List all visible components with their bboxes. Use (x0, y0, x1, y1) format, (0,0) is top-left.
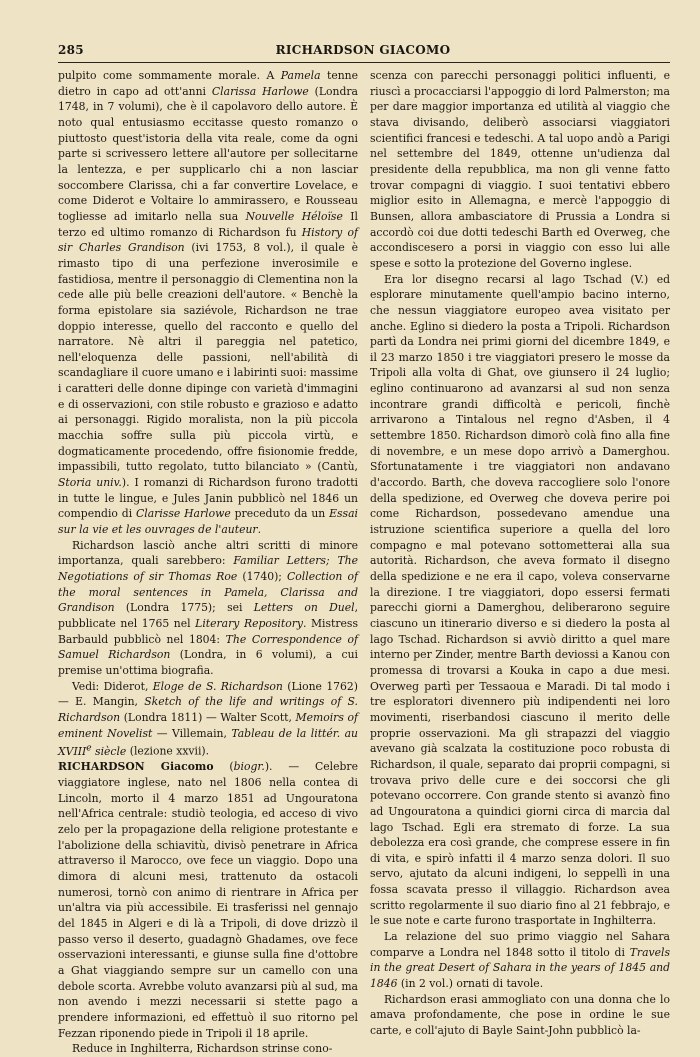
running-head: RICHARDSON GIACOMO (275, 43, 451, 57)
paragraph: Vedi: Diderot, Eloge de S. Richardson (Lione 1762) — E. Mangin, Sketch of the life and writings of S. Richardson (Londra 1811) — Walter Scott, Memoirs of eminent Novelist — Villemain, Tableau de la littér. au XVIIIe siècle (lezione xxvii). (58, 679, 359, 758)
page-header (58, 43, 668, 61)
paragraph: scenza con parecchi personaggi politici influenti, e riuscì a procacciarsi l'appoggio di lord Palmerston; ma per dare maggior importanza ed utilità al viaggio che stava divisando, deliberò associarsi viaggiatori scientifici francesi e tedeschi. A tal uopo andò a Parigi nel settembre del 1849, ottenne un'udienza dal presidente della repubblica, ma non gli venne fatto trovar compagni di viaggio. I suoi tentativi ebbero miglior esito in Allemagna, e mercè l'appoggio di Bunsen, allora ambasciatore di Prussia a Londra si accordò coi due dotti tedeschi Barth ed Overweg, che accondiscesero a porsi in viaggio con esso lui alle spese e sotto la protezione del Governo inglese. (370, 69, 670, 270)
paragraph: Richardson lasciò anche altri scritti di minore importanza, quali sarebbero: Familiar Letters; The Negotiations of sir Thomas Roe (1740); Collection of the moral sentences in Pamela, Clarissa and Grandison (Londra 1775); sei Letters on Duel, pubblicate nel 1765 nel Literary Repository. Mistress Barbauld pubblicò nel 1804: The Correspondence of Samuel Richardson (Londra, in 6 volumi), a cui premise un'ottima biografia. (58, 538, 359, 677)
paragraph: pulpito come sommamente morale. A Pamela tenne dietro in capo ad ott'anni Clarissa Harlowe (Londra 1748, in 7 volumi), che è il capolavoro dello autore. È noto qual entusiasmo eccitasse questo romanzo o piuttosto quest'istoria della vita reale, come da ogni parte si scrivessero lettere all'autore per sollecitarne la lentezza, e per supplicarlo chi a non lasciar soccombere Clarissa, chi a far convertire Lovelace, e come Diderot e Voltaire lo ammirassero, e Rousseau togliesse ad imitarlo nella sua Nouvelle Héloïse Il terzo ed ultimo romanzo di Richardson fu History of sir Charles Grandison (ivi 1753, 8 vol.), il quale è rimasto tipo di una perfezione inverosimile e fastidiosa, mentre il personaggio di Clementina non la cede alle più belle creazioni dell'autore. « Benchè la forma epistolare sia saziévole, Richardson ne trae doppio interesse, quello del racconto e quello del narratore. Nè altri il pareggia nel patetico, nell'eloquenza delle passioni, nell'abilità di scandagliare il cuore umano e i labirinti suoi: massime i caratteri delle donne dipinge con varietà d'immagini e di osservazioni, con stile robusto e grazioso e adatto ai personaggi. Rigido moralista, non la più piccola macchia soffre sulla più piccola virtù, e dogmaticamente procedendo, offre fisionomie fredde, impassibili, tutto regolato, tutto bilanciato » (Cantù, Storia univ.). I romanzi di Richardson furono tradotti in tutte le lingue, e Jules Janin pubblicò nel 1846 un compendio di Clarisse Harlowe preceduto da un Essai sur la vie et les ouvrages de l'auteur. (58, 69, 359, 537)
page-number: 285 (58, 43, 84, 57)
header-rule (58, 62, 670, 63)
paragraph: RICHARDSON Giacomo (biogr.). — Celebre viaggiatore inglese, nato nel 1806 nella contea di Lincoln, morto il 4 marzo 1851 ad Ungouratona nell'Africa centrale: studiò teologia, ed acceso di vivo zelo per la propagazione della religione protestante e l'abolizione della schiavitù, divisò penetrare in Africa attraverso il Marocco, ove fece un viaggio. Dopo una dimora di alcuni mesi, trattenuto da ostacoli numerosi, tornò con animo di rientrare in Africa per un'altra via più accessibile. Ei trasferissi nel gennajo del 1845 in Algeri e di là a Tripoli, di dove drizzò il passo verso il deserto, guadagnò Ghadames, ove fece osservazioni interessanti, e giunse sulla fine d'ottobre a Ghat viaggiando sempre sur un camello con una debole scorta. Avrebbe voluto avanzarsi più al sud, ma non avendo i mezzi necessarii si stette pago a prendere informazioni, ed effettuò il suo ritorno pel Fezzan riponendo piede in Tripoli il 18 aprile. (58, 760, 358, 1040)
paragraph: Era lor disegno recarsi al lago Tschad (V.) ed esplorare minutamente quell'ampio bacino interno, che nessun viaggiatore europeo avea visitato per anche. Eglino si diedero la posta a Tripoli. Richardson partì da Londra nei primi giorni del dicembre 1849, e il 23 marzo 1850 i tre viaggiatori presero le mosse da Tripoli alla volta di Ghat, ove giunsero il 24 luglio; eglino continuarono ad avanzarsi al sud non senza incontrare grandi difficoltà e pericoli, finchè arrivarono a Tintalous nel regno d'Asben, il 4 settembre 1850. Richardson dimorò colà fino alla fine di novembre, e un mese dopo arrivò a Damerghou. Sfortunatamente i tre viaggiatori non andavano d'accordo. Barth, che doveva raccogliere solo l'onore della spedizione, ed Overweg che doveva perire poi come Richardson, possedevano amendue una istruzione scientifica superiore a quella del loro compagno e mal potevano sottometterai alla sua autorità. Richardson, che aveva formato il disegno della spedizione e ne era il capo, voleva conservarne la direzione. I tre viaggiatori, dopo essersi fermati parecchi giorni a Damerghou, deliberarono seguire ciascuno un itinerario diverso e si diedero la posta al lago Tschad. Richardson si avviò diritto a quel mare interno per Zinder, mentre Barth deviossi a Kanou con promessa di trovarsi a Kouka in capo a due mesi. Overweg partì per Tessaoua e Maradi. Di tal modo i tre esploratori divennero più indipendenti nei loro movimenti, riserbandosi ciascuno il merito delle proprie osservazioni. Ma gli strapazzi del viaggio avevano già scalzata la costituzione poco robusta di Richardson, il quale, separato dai proprii compagni, si trovava privo delle cure e dei soccorsi che gli potevano occorrere. Con grande stento si avanzò fino ad Ungouratona a quindici giorni circa di marcia dal lago Tschad. Egli era stremato di forze. La sua debolezza era così grande, che comprese essere in fin di vita, e spirò infatti il 4 marzo senza dolori. Il suo servo, ajutato da alcuni indigeni, lo seppellì in una fossa scavata presso il villaggio. Richardson avea scritto regolarmente il suo diario fino al 21 febbrajo, e le sue note e carte furono trasportate in Inghilterra. (370, 272, 670, 928)
right-column (370, 68, 670, 1038)
paragraph: La relazione del suo primo viaggio nel Sahara comparve a Londra nel 1848 sotto il titolo di Travels in the great Desert of Sahara in the years of 1845 and 1846 (in 2 vol.) ornati di tavole. (370, 930, 670, 991)
paragraph: Richardson erasi ammogliato con una donna che lo amava profondamente, che pose in ordine le sue carte, e coll'ajuto di Bayle Saint-John pubblicò la- (370, 992, 670, 1038)
paragraph: Reduce in Inghilterra, Richardson strinse cono- (72, 1042, 333, 1056)
left-column (58, 68, 359, 1056)
